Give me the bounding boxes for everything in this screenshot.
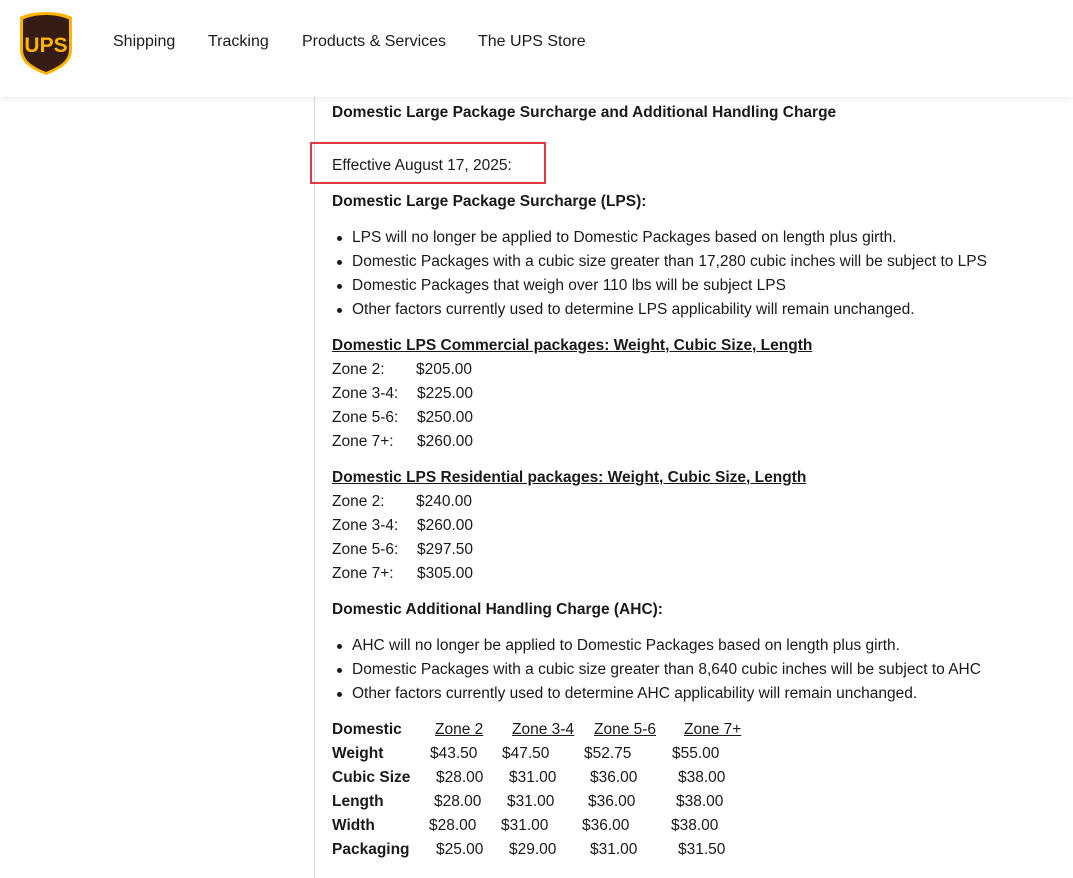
lps-heading: Domestic Large Package Surcharge (LPS): — [332, 193, 647, 210]
ahc-cell: $36.00 — [582, 817, 630, 834]
nav-shipping[interactable]: Shipping — [113, 33, 176, 50]
ahc-cell: $55.00 — [672, 745, 720, 762]
ahc-bullet: Domestic Packages with a cubic size greater than 8,640 cubic inches will be subject to AHC — [352, 661, 981, 678]
ahc-cell: $52.75 — [584, 745, 632, 762]
ahc-table-header: Zone 5-6 — [594, 721, 657, 738]
ahc-cell: $38.00 — [671, 817, 719, 834]
commercial-price: $225.00 — [417, 385, 474, 402]
ahc-cell: $38.00 — [678, 769, 726, 786]
ahc-row-label: Length — [332, 793, 384, 810]
nav-ups-store[interactable]: The UPS Store — [478, 33, 586, 50]
ahc-cell: $31.00 — [590, 841, 638, 858]
lps-bullet: Domestic Packages with a cubic size greater than 17,280 cubic inches will be subject to LPS — [352, 253, 987, 270]
ahc-heading: Domestic Additional Handling Charge (AHC): — [332, 601, 663, 618]
ahc-cell: $31.00 — [509, 769, 557, 786]
ahc-table-header: Zone 7+ — [684, 721, 742, 738]
ahc-cell: $31.50 — [678, 841, 726, 858]
lps-bullet: Domestic Packages that weigh over 110 lbs will be subject LPS — [352, 277, 786, 294]
ahc-cell: $31.00 — [501, 817, 549, 834]
commercial-zone: Zone 5-6: — [332, 409, 399, 426]
content-divider — [314, 97, 315, 878]
commercial-price: $260.00 — [417, 433, 474, 450]
ahc-bullet: AHC will no longer be applied to Domestic Packages based on length plus girth. — [352, 637, 900, 654]
ahc-cell: $36.00 — [590, 769, 638, 786]
ahc-row-label: Packaging — [332, 841, 410, 858]
ahc-cell: $47.50 — [502, 745, 550, 762]
ahc-cell: $38.00 — [676, 793, 724, 810]
commercial-price: $205.00 — [416, 361, 473, 378]
residential-zone: Zone 3-4: — [332, 517, 399, 534]
ahc-cell: $25.00 — [436, 841, 484, 858]
residential-price: $260.00 — [417, 517, 474, 534]
ahc-cell: $28.00 — [434, 793, 482, 810]
ahc-table-header: Zone 3-4 — [512, 721, 575, 738]
effective-date: Effective August 17, 2025: — [332, 157, 512, 174]
ahc-row-label: Cubic Size — [332, 769, 411, 786]
commercial-zone: Zone 2: — [332, 361, 385, 378]
ahc-bullet: Other factors currently used to determine AHC applicability will remain unchanged. — [352, 685, 918, 702]
ahc-row-label: Width — [332, 817, 375, 834]
lps-bullet: Other factors currently used to determine LPS applicability will remain unchanged. — [352, 301, 915, 318]
commercial-zone: Zone 3-4: — [332, 385, 399, 402]
ahc-cell: $28.00 — [429, 817, 477, 834]
ahc-table-corner: Domestic — [332, 721, 402, 738]
ahc-table-header: Zone 2 — [435, 721, 484, 738]
ahc-cell: $36.00 — [588, 793, 636, 810]
residential-price: $240.00 — [416, 493, 473, 510]
nav-products-services[interactable]: Products & Services — [302, 33, 447, 50]
residential-heading: Domestic LPS Residential packages: Weight, Cubic Size, Length — [332, 469, 807, 486]
residential-price: $305.00 — [417, 565, 474, 582]
ahc-cell: $29.00 — [509, 841, 557, 858]
nav-tracking[interactable]: Tracking — [208, 33, 269, 50]
commercial-heading: Domestic LPS Commercial packages: Weight, Cubic Size, Length — [332, 337, 813, 354]
ahc-cell: $31.00 — [507, 793, 555, 810]
residential-zone: Zone 2: — [332, 493, 385, 510]
section-title: Domestic Large Package Surcharge and Additional Handling Charge — [332, 104, 837, 121]
residential-price: $297.50 — [417, 541, 474, 558]
ahc-row-label: Weight — [332, 745, 384, 762]
commercial-price: $250.00 — [417, 409, 474, 426]
commercial-zone: Zone 7+: — [332, 433, 394, 450]
lps-bullet: LPS will no longer be applied to Domestic Packages based on length plus girth. — [352, 229, 897, 246]
site-header — [0, 0, 1073, 97]
ups-logo[interactable] — [19, 11, 73, 76]
residential-zone: Zone 5-6: — [332, 541, 399, 558]
logo-text: UPS — [24, 34, 68, 57]
ahc-cell: $28.00 — [436, 769, 484, 786]
ahc-cell: $43.50 — [430, 745, 478, 762]
residential-zone: Zone 7+: — [332, 565, 394, 582]
